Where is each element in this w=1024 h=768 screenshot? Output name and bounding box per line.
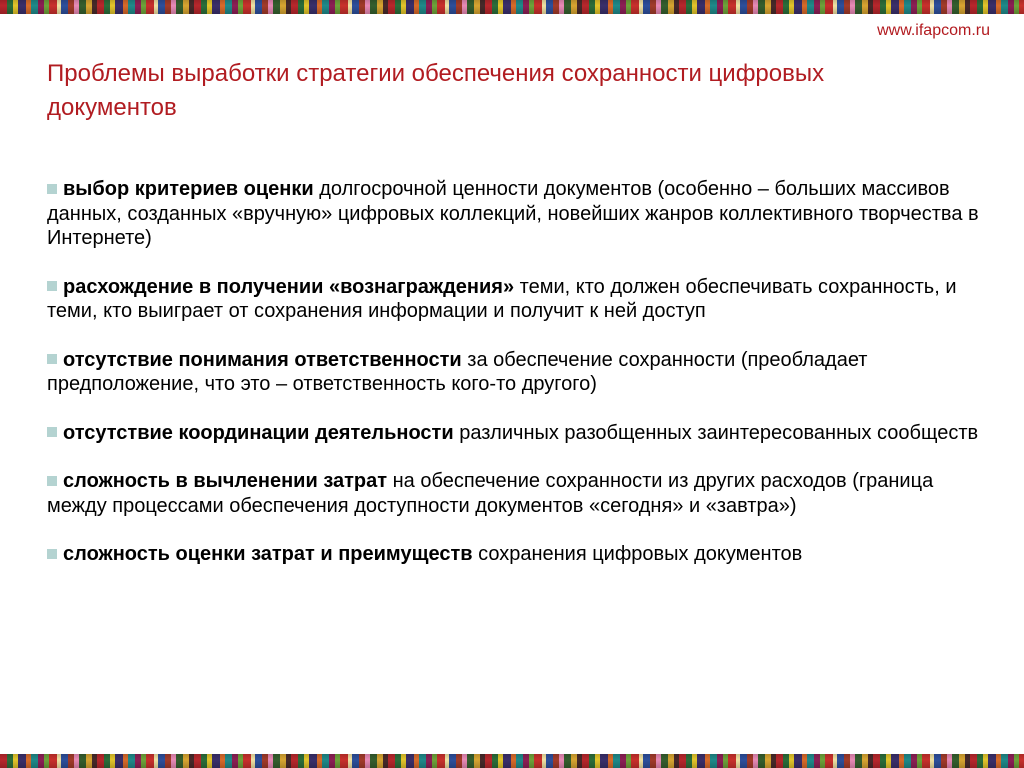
bullet-item-text: теми, кто должен обеспечивать сохранность, и теми, кто выиграет от сохранения информации и получит к ней доступ (47, 275, 957, 322)
decorative-top-border (0, 0, 1024, 14)
bullet-square-icon (47, 354, 57, 364)
bullet-square-icon (47, 549, 57, 559)
bullet-item-bold: отсутствие координации деятельности (63, 421, 454, 444)
site-url: www.ifapcom.ru (877, 22, 990, 39)
bullet-item (47, 542, 987, 567)
bullet-item (47, 348, 987, 397)
bullet-square-icon (47, 184, 57, 194)
bullet-item (47, 469, 987, 518)
bullet-item-bold: выбор критериев оценки (63, 178, 314, 200)
bullet-item-text: за обеспечение сохранности (преобладает предположение, что это – ответственность кого-то другого) (47, 348, 868, 395)
bullet-item-bold: отсутствие понимания ответственности (63, 348, 462, 371)
bullet-list (47, 177, 987, 591)
bullet-item-bold: сложность оценки затрат и преимуществ (63, 543, 473, 565)
bullet-item-bold: расхождение в получении «вознаграждения» (63, 275, 515, 298)
bullet-item-text: различных разобщенных заинтересованных сообществ (453, 421, 979, 444)
bullet-item (47, 421, 987, 446)
bullet-square-icon (47, 427, 57, 437)
bullet-item-text: долгосрочной ценности документов (особенно – больших массивов данных, созданных «вручную» цифровых коллекций, новейших жанров коллективного творчества в Интернете) (47, 178, 979, 249)
bullet-item (47, 275, 987, 324)
slide-title: Проблемы выработки стратегии обеспечения сохранности цифровых документов (47, 60, 825, 121)
bullet-item-bold: сложность в вычленении затрат (63, 470, 388, 492)
bullet-item-text: сохранения цифровых документов (472, 543, 803, 565)
bullet-square-icon (47, 476, 57, 486)
bullet-item-text: на обеспечение сохранности из других расходов (граница между процессами обеспечения доступности документов «сегодня» и «завтра») (47, 470, 934, 517)
decorative-bottom-border (0, 754, 1024, 768)
bullet-item (47, 177, 987, 251)
bullet-square-icon (47, 281, 57, 291)
